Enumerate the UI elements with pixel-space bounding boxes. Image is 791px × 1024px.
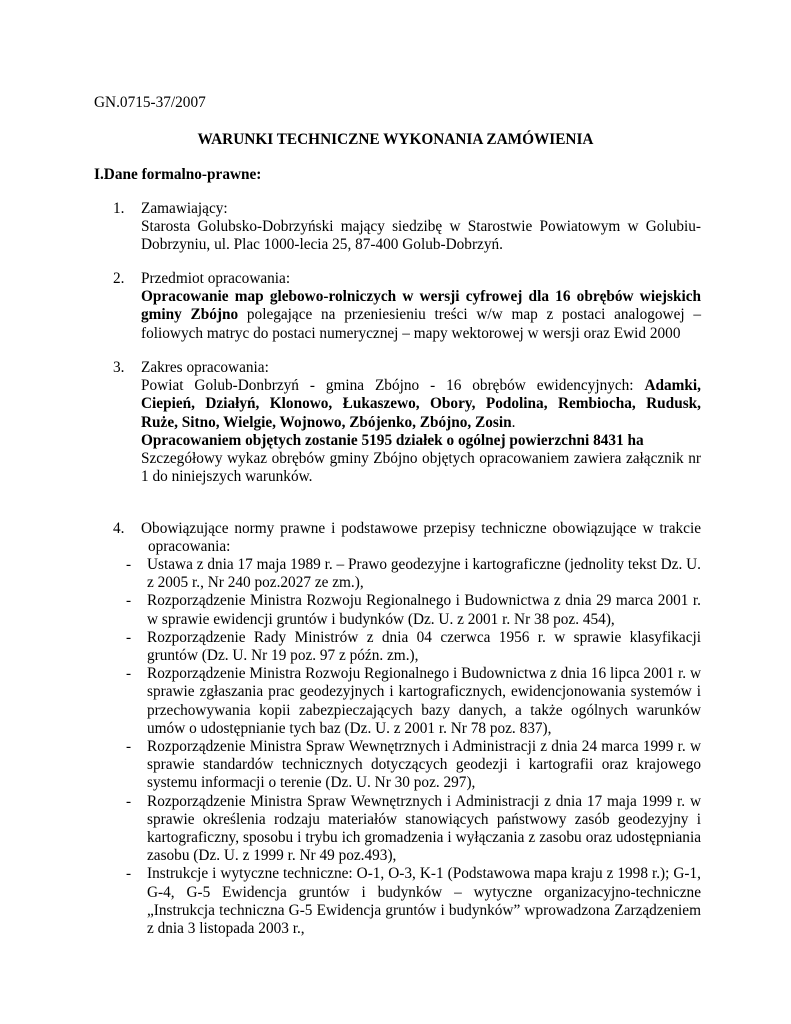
list-item-2 bbox=[113, 270, 701, 343]
item-label: Przedmiot opracowania: bbox=[141, 270, 291, 287]
regulation-text: Instrukcje i wytyczne techniczne: O-1, O-3, K-1 (Podstawowa mapa kraju z 1998 r.); G-1, G-4, G-5 Ewidencja gruntów i budynków – wytyczne organizacyjno-techniczne „Instrukcja techniczna G-5 Ewidencja gruntów i budynków” wprowadzona Zarządzeniem z dnia 3 listopada 2003 r., bbox=[147, 865, 701, 938]
document-title: WARUNKI TECHNICZNE WYKONANIA ZAMÓWIENIA bbox=[197, 131, 594, 148]
item-text-line: 1 do niniejszych warunków. bbox=[141, 468, 313, 486]
item-text: Powiat Golub-Donbrzyń - gmina Zbójno - 16 obrębów ewidencyjnych: bbox=[141, 377, 645, 395]
list-item-4 bbox=[113, 520, 701, 556]
item-text-line: Dobrzyniu, ul. Plac 1000-lecia 25, 87-400 Golub-Dobrzyń. bbox=[141, 236, 503, 254]
regulation-text: Ustawa z dnia 17 maja 1989 r. – Prawo geodezyjne i kartograficzne (jednolity tekst Dz. U. z 2005 r., Nr 240 poz.2027 ze zm.), bbox=[147, 556, 701, 592]
dash-bullet: - bbox=[126, 865, 132, 883]
regulation-item bbox=[118, 738, 701, 793]
regulation-item bbox=[118, 629, 701, 665]
list-item-1 bbox=[113, 200, 701, 255]
item-text: polegające na przeniesieniu treści w/w map z postaci analogowej – bbox=[238, 306, 702, 324]
item-number: 3. bbox=[113, 359, 125, 376]
item-number: 1. bbox=[113, 200, 125, 217]
dash-bullet: - bbox=[126, 665, 132, 683]
place-names: Ruże, Sitno, Wielgie, Wojnowo, Zbójenko, Zbójno, Zosin bbox=[141, 413, 512, 431]
section-heading: I.Dane formalno-prawne: bbox=[94, 166, 262, 183]
dash-bullet: - bbox=[126, 556, 132, 573]
list-item-3 bbox=[113, 359, 701, 486]
dash-bullet: - bbox=[126, 792, 132, 810]
reference-number: GN.0715-37/2007 bbox=[94, 94, 206, 111]
item-text-line: Obowiązujące normy prawne i podstawowe przepisy techniczne obowiązujące w trakcie bbox=[141, 520, 701, 537]
regulation-text: Rozporządzenie Rady Ministrów z dnia 04 czerwca 1956 r. w sprawie klasyfikacji gruntów (Dz. U. Nr 19 poz. 97 z późn. zm.), bbox=[147, 628, 701, 665]
regulation-text: Rozporządzenie Ministra Spraw Wewnętrznych i Administracji z dnia 24 marca 1999 r. w sprawie standardów technicznych dotyczących geodezji i kartografii oraz krajowego systemu informacji o terenie (Dz. U. Nr 30 poz. 297), bbox=[147, 738, 701, 792]
place-names: Ciepień, Działyń, Klonowo, Łukaszewo, Obory, Podolina, Rembiocha, Rudusk, bbox=[141, 395, 701, 413]
item-text-line bbox=[141, 377, 701, 395]
item-text-line: foliowych matryc do postaci numerycznej – mapy wektorowej w wersji oraz Ewid 2000 bbox=[141, 324, 681, 342]
regulation-text: Rozporządzenie Ministra Rozwoju Regionalnego i Budownictwa z dnia 16 lipca 2001 r. w sprawie zgłaszania prac geodezyjnych i kartograficznych, ewidencjonowania systemów i przechowywania kopii zabezpieczających bazy danych, a także ogólnych warunków umów o udostępnianie tych baz (Dz. U. z 2001 r. Nr 78 poz. 837), bbox=[147, 665, 701, 737]
regulation-item bbox=[118, 665, 701, 738]
place-names: Adamki, bbox=[644, 377, 701, 395]
regulation-item bbox=[118, 865, 701, 938]
item-label: Zakres opracowania: bbox=[141, 359, 269, 376]
item-text-line: Szczegółowy wykaz obrębów gminy Zbójno objętych opracowaniem zawiera załącznik nr bbox=[141, 450, 701, 468]
regulation-item bbox=[118, 556, 701, 592]
item-text: . bbox=[511, 413, 516, 431]
dash-bullet: - bbox=[126, 592, 132, 610]
item-text-line: Starosta Golubsko-Dobrzyński mający siedzibę w Starostwie Powiatowym w Golubiu- bbox=[141, 218, 701, 236]
summary-text: Opracowaniem objętych zostanie 5195 działek o ogólnej powierzchni 8431 ha bbox=[141, 431, 644, 449]
item-text-line bbox=[141, 306, 701, 324]
item-text-line bbox=[141, 414, 701, 432]
item-number: 4. bbox=[113, 520, 125, 537]
regulation-item bbox=[118, 793, 701, 866]
dash-bullet: - bbox=[126, 738, 132, 756]
regulations-list bbox=[118, 556, 701, 938]
item-bold-text: gminy Zbójno bbox=[141, 306, 239, 324]
item-bold-line: Opracowanie map glebowo-rolniczych w wersji cyfrowej dla 16 obrębów wiejskich bbox=[141, 288, 701, 306]
item-number: 2. bbox=[113, 270, 125, 287]
regulation-text: Rozporządzenie Ministra Rozwoju Regionalnego i Budownictwa z dnia 29 marca 2001 r. w sprawie ewidencji gruntów i budynków (Dz. U. z 2001 r. Nr 38 poz. 454), bbox=[147, 592, 701, 628]
dash-bullet: - bbox=[126, 628, 132, 646]
item-text-line: opracowania: bbox=[148, 538, 231, 556]
item-label: Zamawiający: bbox=[141, 200, 228, 217]
regulation-item bbox=[118, 592, 701, 628]
regulation-text: Rozporządzenie Ministra Spraw Wewnętrznych i Administracji z dnia 17 maja 1999 r. w sprawie określenia rodzaju materiałów stanowiących państwowy zasób geodezyjny i kartograficzny, sposobu i trybu ich gromadzenia i wyłączania z zasobu oraz udostępniania zasobu (Dz. U. z 1999 r. Nr 49 poz.493), bbox=[147, 792, 701, 865]
